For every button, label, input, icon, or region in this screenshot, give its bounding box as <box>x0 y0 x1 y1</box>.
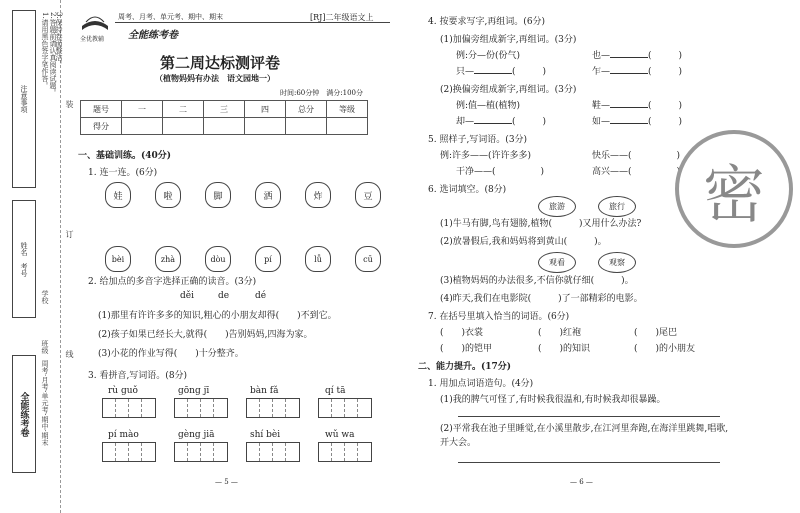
score-header-cell: 一 <box>122 101 163 118</box>
q6-item: (4)昨天,我们在电影院( )了一部精彩的电影。 <box>440 294 643 304</box>
page-title: 第二周达标测评卷 <box>160 54 281 72</box>
flower-char[interactable]: 啦 <box>155 182 181 208</box>
cut-label-3: 线 <box>65 350 74 358</box>
q2-item: (3)小花的作业写得( )十分整齐。 <box>98 349 244 359</box>
writing-grid[interactable] <box>102 398 156 418</box>
q4-item-text: 只— <box>456 67 475 77</box>
score-cell[interactable] <box>163 118 204 135</box>
question-4: 4. 按要求写字,再组词。(6分) <box>428 17 546 27</box>
score-header-cell: 题号 <box>81 101 122 118</box>
ad-title: 全能练考卷 <box>18 391 29 437</box>
word-cloud: 观看 <box>538 252 576 273</box>
exam-meta: 时间:60分钟 满分:100分 <box>280 89 363 97</box>
score-header-cell: 总分 <box>286 101 327 118</box>
flower-pinyin[interactable]: lǚ <box>305 246 331 272</box>
notice-box <box>12 10 36 188</box>
flower-pinyin[interactable]: cū <box>355 246 381 272</box>
q4-item: 鞋— ( ) <box>592 101 683 111</box>
pinyin-label: bàn fǎ <box>250 386 279 396</box>
writing-grid[interactable] <box>318 398 372 418</box>
score-header-cell: 三 <box>204 101 245 118</box>
q6-item: (1)牛马有脚,鸟有翅膀,植物( )又用什么办法? <box>440 219 642 229</box>
writing-grid[interactable] <box>102 442 156 462</box>
q2-option: dé <box>255 291 267 301</box>
q4-example-1: 例:分—份(份气) <box>456 51 521 61</box>
q5-item-text: 干净——( <box>456 167 496 177</box>
flower-char[interactable]: 脚 <box>205 182 231 208</box>
book-logo-icon <box>80 8 110 34</box>
score-row-label: 得分 <box>81 118 122 135</box>
score-cell[interactable] <box>122 118 163 135</box>
flower-pinyin[interactable]: bèi <box>105 246 131 272</box>
question-6: 6. 选词填空。(8分) <box>428 185 507 195</box>
q7-item: ( )衣裳 <box>440 328 484 338</box>
notice-line-3: 3.保持卷面整洁。 <box>55 12 63 68</box>
page-number-left: — 5 — <box>215 478 238 486</box>
q5-item: 高兴——( ) <box>592 167 681 177</box>
header-tags: 周考、月考、单元考、期中、期末 <box>118 13 223 21</box>
answer-line[interactable] <box>458 462 720 463</box>
r1-sentence-1: (1)我的脾气可怪了,有时候我很温和,有时候我却很暴躁。 <box>440 395 666 405</box>
flower-char[interactable]: 炸 <box>305 182 331 208</box>
score-header-row <box>81 101 368 118</box>
q2-option: děi <box>180 291 194 301</box>
score-header-cell: 等级 <box>327 101 368 118</box>
number-label: 考号 <box>20 262 28 277</box>
q4-part-1: (1)加偏旁组成新字,再组词。(3分) <box>440 35 577 45</box>
pinyin-label: qí tā <box>325 386 346 396</box>
q5-item: 快乐——( ) <box>592 151 681 161</box>
cut-label-1: 装 <box>65 100 74 108</box>
header-rule <box>115 22 390 23</box>
question-2: 2. 给加点的多音字选择正确的读音。(3分) <box>88 277 257 287</box>
q5-example: 例:许多——(许许多多) <box>440 151 532 161</box>
writing-grid[interactable] <box>174 398 228 418</box>
flower-char[interactable]: 娃 <box>105 182 131 208</box>
q6-item: (3)植物妈妈的办法很多,不信你就仔细( )。 <box>440 276 634 286</box>
pinyin-label: wǔ wa <box>325 430 355 440</box>
cut-label-2: 订 <box>65 230 74 238</box>
q4-item-text: 乍— <box>592 67 611 77</box>
q2-item: (2)孩子如果已经长大,就得( )告别妈妈,四海为家。 <box>98 330 313 340</box>
flower-pinyin[interactable]: dòu <box>205 246 231 272</box>
notice-title: 注意事项 <box>20 85 28 113</box>
writing-grid[interactable] <box>174 442 228 462</box>
question-7: 7. 在括号里填入恰当的词语。(6分) <box>428 312 570 322</box>
score-cell[interactable] <box>204 118 245 135</box>
ad-sub: 周考·月考·单元考·期中·期末 <box>41 360 49 446</box>
page-subtitle: （植物妈妈有办法 语文园地一） <box>155 73 275 83</box>
flower-pinyin[interactable]: pí <box>255 246 281 272</box>
score-table <box>80 100 368 135</box>
score-header-cell: 四 <box>245 101 286 118</box>
writing-grid[interactable] <box>246 442 300 462</box>
notice-line-1: 1.请用黑色签字笔作答。 <box>41 12 49 89</box>
answer-blank[interactable] <box>610 57 648 58</box>
section-2-heading: 二、能力提升。(17分) <box>418 362 512 372</box>
pinyin-label: rù guǒ <box>108 386 138 396</box>
page-number-right: — 6 — <box>570 478 593 486</box>
answer-line[interactable] <box>458 416 720 417</box>
student-info-box <box>12 200 36 318</box>
right-page <box>400 0 800 513</box>
writing-grid[interactable] <box>246 398 300 418</box>
q2-item: (1)那里有许许多多的知识,粗心的小朋友却得( )不到它。 <box>98 311 337 321</box>
answer-blank[interactable] <box>610 107 648 108</box>
notice-line-2: 2.答题前请认真阅读试题。 <box>49 12 57 96</box>
q4-item: 乍— ( ) <box>592 67 683 77</box>
q4-item-text: 也— <box>592 51 611 61</box>
q7-item: ( )的知识 <box>538 344 591 354</box>
ad-box <box>12 355 36 473</box>
q5-item: 干净——( ) <box>456 167 545 177</box>
answer-blank[interactable] <box>474 123 512 124</box>
header-brand: 全能练考卷 <box>128 30 178 41</box>
q7-item: ( )的小朋友 <box>634 344 696 354</box>
q4-item-text: 却— <box>456 117 475 127</box>
q4-item: 如— ( ) <box>592 117 683 127</box>
r-question-1: 1. 用加点词语造句。(4分) <box>428 379 534 389</box>
q4-item: 也— ( ) <box>592 51 683 61</box>
word-cloud: 观察 <box>598 252 636 273</box>
r1-sentence-2: (2)平常我在池子里睡觉,在小溪里散步,在江河里奔跑,在海洋里跳舞,唱歌,开大会。 <box>440 424 729 448</box>
section-1-heading: 一、基础训练。(40分) <box>78 151 172 161</box>
word-cloud: 旅游 <box>538 196 576 217</box>
secret-stamp: 密 <box>675 130 793 248</box>
score-header-cell: 二 <box>163 101 204 118</box>
word-cloud: 旅行 <box>598 196 636 217</box>
q4-item-text: 鞋— <box>592 101 611 111</box>
pinyin-label: gōng jī <box>178 386 210 396</box>
binding-strip <box>0 0 74 513</box>
score-row <box>81 118 368 135</box>
score-cell[interactable] <box>245 118 286 135</box>
pinyin-label: shí bèi <box>250 430 281 440</box>
score-cell[interactable] <box>286 118 327 135</box>
q2-option: de <box>218 291 230 301</box>
answer-blank[interactable] <box>610 73 648 74</box>
writing-grid[interactable] <box>318 442 372 462</box>
q4-item-text: 如— <box>592 117 611 127</box>
school-label: 学校 <box>41 290 49 304</box>
q5-item-text: 高兴——( <box>592 167 632 177</box>
flower-char[interactable]: 洒 <box>255 182 281 208</box>
class-label: 班级 <box>41 340 49 354</box>
q7-item: ( )尾巴 <box>634 328 678 338</box>
pinyin-label: gèng jiā <box>178 430 215 440</box>
name-label: 姓名 <box>20 241 28 256</box>
flower-char[interactable]: 豆 <box>355 182 381 208</box>
q4-item: 却— ( ) <box>456 117 547 127</box>
answer-blank[interactable] <box>474 73 512 74</box>
q7-item: ( )的铠甲 <box>440 344 493 354</box>
q4-item: 只— ( ) <box>456 67 547 77</box>
q4-example-2: 例:值—植(植物) <box>456 101 521 111</box>
header-grade: [RJ]二年级语文上 <box>310 13 374 22</box>
q4-part-2: (2)换偏旁组成新字,再组词。(3分) <box>440 85 577 95</box>
pinyin-label: pí mào <box>108 430 139 440</box>
logo-text: 全优教辅 <box>80 36 105 43</box>
q7-item: ( )红袍 <box>538 328 582 338</box>
question-1: 1. 连一连。(6分) <box>88 168 158 178</box>
score-cell[interactable] <box>327 118 368 135</box>
question-5: 5. 照样子,写词语。(3分) <box>428 135 528 145</box>
question-3: 3. 看拼音,写词语。(8分) <box>88 371 188 381</box>
answer-blank[interactable] <box>610 123 648 124</box>
q6-item: (2)放暑假后,我和妈妈将到黄山( )。 <box>440 237 607 247</box>
flower-pinyin[interactable]: zhà <box>155 246 181 272</box>
q5-item-text: 快乐——( <box>592 151 632 161</box>
